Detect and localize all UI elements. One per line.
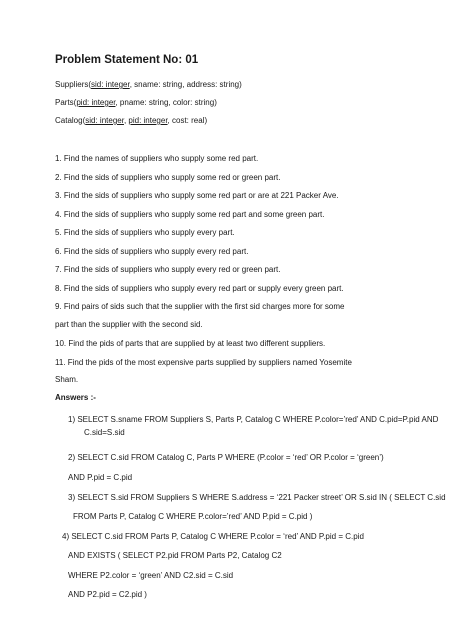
problem-title: Problem Statement No: 01 xyxy=(55,54,199,66)
question-line: 7. Find the sids of suppliers who supply every red or green part. xyxy=(55,265,281,274)
answer-line: C.sid=S.sid xyxy=(84,428,125,437)
question-line: 3. Find the sids of suppliers who supply some red part or are at 221 Packer Ave. xyxy=(55,191,339,200)
answer-line: FROM Parts P, Catalog C WHERE P.color=’red’ AND P.pid = C.pid ) xyxy=(73,512,313,521)
schema-catalog: Catalog(sid: integer, pid: integer, cost: real) xyxy=(55,116,208,125)
answer-line: AND EXISTS ( SELECT P2.pid FROM Parts P2, Catalog C2 xyxy=(68,551,282,560)
schema-key: pid: integer xyxy=(76,98,116,107)
question-line: 10. Find the pids of parts that are supplied by at least two different suppliers. xyxy=(55,339,326,348)
schema-key: sid: integer xyxy=(91,80,130,89)
answer-line: AND P2.pid = C2.pid ) xyxy=(68,590,147,599)
schema-suppliers: Suppliers(sid: integer, sname: string, address: string) xyxy=(55,80,242,89)
question-line: 8. Find the sids of suppliers who supply every red part or supply every green part. xyxy=(55,284,344,293)
question-line: 9. Find pairs of sids such that the supplier with the first sid charges more for some xyxy=(55,302,345,311)
question-line: 2. Find the sids of suppliers who supply some red or green part. xyxy=(55,173,281,182)
schema-fields: , cost: real) xyxy=(167,116,208,125)
question-line: part than the supplier with the second sid. xyxy=(55,320,203,329)
answer-line: WHERE P2.color = ‘green’ AND C2.sid = C.sid xyxy=(68,571,234,580)
answers-heading: Answers :- xyxy=(55,393,96,402)
schema-fields: , pname: string, color: string) xyxy=(115,98,217,107)
schema-key: pid: integer xyxy=(128,116,168,125)
answer-line: 2) SELECT C.sid FROM Catalog C, Parts P WHERE (P.color = ‘red’ OR P.color = ‘green’) xyxy=(68,453,384,462)
schema-fields: , sname: string, address: string) xyxy=(129,80,242,89)
question-line: 11. Find the pids of the most expensive parts supplied by suppliers named Yosemite xyxy=(55,358,352,367)
schema-table-name: Suppliers xyxy=(55,80,89,89)
answer-line: 1) SELECT S.sname FROM Suppliers S, Parts P, Catalog C WHERE P.color=’red’ AND C.pid=P.pid AND xyxy=(68,415,439,424)
question-line: 4. Find the sids of suppliers who supply some red part and some green part. xyxy=(55,210,325,219)
question-line: 5. Find the sids of suppliers who supply every part. xyxy=(55,228,235,237)
schema-separator: , xyxy=(123,116,129,125)
answer-line: AND P.pid = C.pid xyxy=(68,473,133,482)
schema-parts: Parts(pid: integer, pname: string, color: string) xyxy=(55,98,217,107)
question-line: 6. Find the sids of suppliers who supply every red part. xyxy=(55,247,249,256)
schema-table-name: Parts xyxy=(55,98,74,107)
answer-line: 4) SELECT C.sid FROM Parts P, Catalog C WHERE P.color = ‘red’ AND P.pid = C.pid xyxy=(62,532,364,541)
schema-table-name: Catalog xyxy=(55,116,83,125)
question-line: Sham. xyxy=(55,375,79,384)
answer-line: 3) SELECT S.sid FROM Suppliers S WHERE S.address = ‘221 Packer street’ OR S.sid IN ( SELECT C.sid xyxy=(68,493,446,502)
question-line: 1. Find the names of suppliers who supply some red part. xyxy=(55,154,259,163)
schema-key: sid: integer xyxy=(85,116,124,125)
